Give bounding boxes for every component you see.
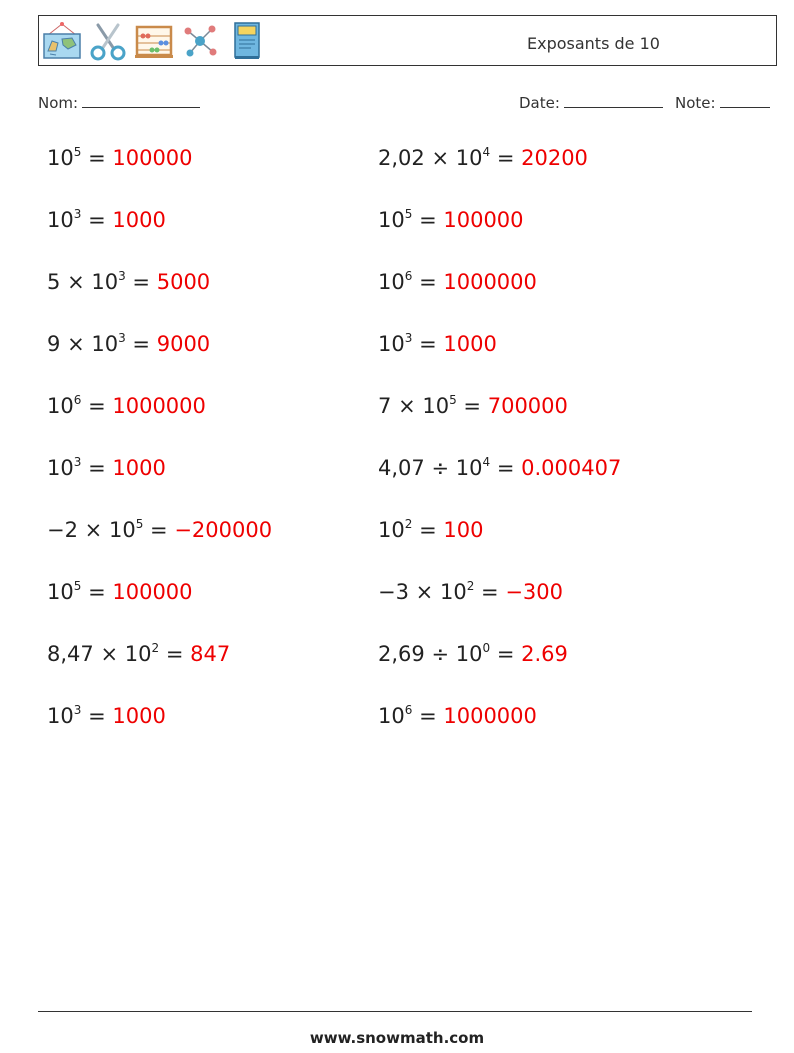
- equals-sign: =: [88, 704, 106, 728]
- answer: 9000: [156, 332, 211, 356]
- name-label: Nom:: [38, 94, 79, 112]
- problem-row: [47, 642, 230, 666]
- name-field: [38, 93, 200, 112]
- problem-row: [378, 332, 497, 356]
- base: 10: [108, 518, 136, 542]
- base: 10: [455, 642, 483, 666]
- answer: 100000: [112, 146, 193, 170]
- date-label: Date:: [519, 94, 560, 112]
- operator: ÷: [431, 456, 450, 480]
- base: 10: [378, 704, 405, 728]
- equals-sign: =: [496, 146, 515, 170]
- answer: 1000: [112, 456, 166, 480]
- base: 10: [378, 270, 405, 294]
- problem-row: [378, 456, 621, 480]
- problem-row: [378, 270, 537, 294]
- equals-sign: =: [419, 270, 437, 294]
- equals-sign: =: [132, 332, 151, 356]
- exponent: 5: [449, 393, 457, 407]
- equals-sign: =: [419, 208, 437, 232]
- equals-sign: =: [132, 270, 151, 294]
- operator: ×: [67, 332, 85, 356]
- operator: ×: [415, 580, 434, 604]
- base: 10: [47, 704, 74, 728]
- operator: ÷: [431, 642, 450, 666]
- exponent: 6: [73, 393, 82, 407]
- base: 10: [91, 270, 119, 294]
- equals-sign: =: [88, 394, 106, 418]
- exponent: 3: [73, 207, 82, 221]
- problem-row: [47, 456, 166, 480]
- equals-sign: =: [496, 642, 515, 666]
- map-icon: [42, 21, 82, 61]
- base: 10: [47, 208, 74, 232]
- answer: 1000000: [443, 270, 537, 294]
- equals-sign: =: [481, 580, 499, 604]
- equals-sign: =: [463, 394, 482, 418]
- problem-row: [378, 394, 568, 418]
- base: 10: [124, 642, 152, 666]
- note-blank[interactable]: [720, 93, 770, 108]
- problem-row: [47, 518, 272, 542]
- answer: 100000: [443, 208, 524, 232]
- coefficient: 8,47: [47, 642, 94, 666]
- equals-sign: =: [419, 704, 437, 728]
- coefficient: −2: [47, 518, 78, 542]
- answer: 2.69: [521, 642, 568, 666]
- answer: 1000: [112, 704, 166, 728]
- operator: ×: [100, 642, 119, 666]
- coefficient: 9: [47, 332, 61, 356]
- date-blank[interactable]: [564, 93, 663, 108]
- operator: ×: [398, 394, 416, 418]
- abacus-icon: [134, 21, 174, 61]
- note-field: [675, 93, 770, 112]
- answer: 100: [443, 518, 484, 542]
- footer-site: www.snowmath.com: [309, 1029, 485, 1047]
- problem-row: [378, 580, 563, 604]
- answer: −300: [505, 580, 563, 604]
- base: 10: [91, 332, 119, 356]
- exponent: 2: [466, 579, 475, 593]
- base: 10: [378, 332, 405, 356]
- equals-sign: =: [150, 518, 168, 542]
- equals-sign: =: [419, 518, 437, 542]
- answer: 1000: [443, 332, 497, 356]
- problem-row: [47, 208, 166, 232]
- exponent: 3: [73, 455, 82, 469]
- problem-row: [378, 518, 483, 542]
- equals-sign: =: [88, 456, 106, 480]
- exponent: 3: [73, 703, 82, 717]
- note-label: Note:: [675, 94, 716, 112]
- answer: −200000: [174, 518, 273, 542]
- book-icon: [226, 21, 266, 61]
- problem-row: [47, 146, 193, 170]
- answer: 5000: [156, 270, 211, 294]
- exponent: 0: [482, 641, 491, 655]
- problem-row: [378, 208, 524, 232]
- base: 10: [455, 146, 483, 170]
- equals-sign: =: [496, 456, 515, 480]
- exponent: 3: [118, 331, 126, 345]
- exponent: 5: [73, 579, 82, 593]
- answer: 0.000407: [521, 456, 622, 480]
- answer: 847: [190, 642, 231, 666]
- exponent: 6: [404, 703, 413, 717]
- exponent: 2: [404, 517, 413, 531]
- scissors-icon: [88, 21, 128, 61]
- coefficient: 7: [378, 394, 392, 418]
- operator: ×: [431, 146, 450, 170]
- problem-row: [378, 704, 537, 728]
- equals-sign: =: [88, 208, 106, 232]
- operator: ×: [84, 518, 103, 542]
- problem-row: [47, 332, 210, 356]
- problem-row: [378, 642, 568, 666]
- exponent: 5: [404, 207, 413, 221]
- exponent: 6: [404, 269, 413, 283]
- date-field: [519, 93, 663, 112]
- exponent: 4: [482, 145, 491, 159]
- base: 10: [47, 394, 74, 418]
- footer-divider: [38, 1011, 752, 1012]
- operator: ×: [67, 270, 85, 294]
- base: 10: [378, 518, 405, 542]
- exponent: 3: [404, 331, 413, 345]
- answer: 1000000: [443, 704, 537, 728]
- base: 10: [47, 456, 74, 480]
- equals-sign: =: [88, 580, 106, 604]
- page-title: Exposants de 10: [527, 34, 660, 53]
- base: 10: [47, 146, 74, 170]
- base: 10: [455, 456, 483, 480]
- answer: 1000: [112, 208, 166, 232]
- exponent: 5: [135, 517, 144, 531]
- problem-row: [47, 394, 206, 418]
- base: 10: [47, 580, 74, 604]
- equals-sign: =: [165, 642, 184, 666]
- base: 10: [422, 394, 450, 418]
- exponent: 4: [482, 455, 491, 469]
- exponent: 2: [151, 641, 160, 655]
- header-icons: [42, 21, 266, 61]
- problem-row: [47, 270, 210, 294]
- answer: 20200: [521, 146, 588, 170]
- coefficient: 2,02: [378, 146, 425, 170]
- equals-sign: =: [88, 146, 106, 170]
- problem-row: [47, 704, 166, 728]
- name-blank[interactable]: [82, 93, 200, 108]
- coefficient: 4,07: [378, 456, 425, 480]
- worksheet-header: [38, 15, 777, 66]
- problem-row: [47, 580, 193, 604]
- molecule-icon: [180, 21, 220, 61]
- base: 10: [439, 580, 467, 604]
- problem-row: [378, 146, 588, 170]
- coefficient: −3: [378, 580, 409, 604]
- base: 10: [378, 208, 405, 232]
- answer: 1000000: [112, 394, 206, 418]
- exponent: 3: [118, 269, 126, 283]
- coefficient: 5: [47, 270, 61, 294]
- answer: 100000: [112, 580, 193, 604]
- exponent: 5: [73, 145, 82, 159]
- equals-sign: =: [419, 332, 437, 356]
- answer: 700000: [487, 394, 568, 418]
- coefficient: 2,69: [378, 642, 425, 666]
